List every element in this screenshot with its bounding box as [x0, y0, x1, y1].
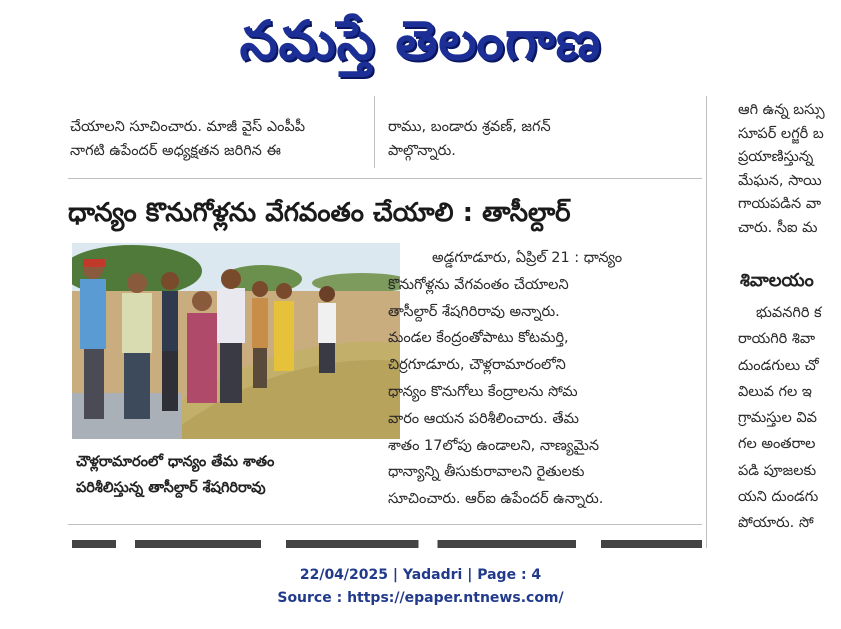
text-line: అడ్డగూడూరు, ఏప్రిల్ 21 : ధాన్యం [432, 250, 623, 266]
text-line: భువనగిరి క [756, 305, 822, 321]
right-subhead: శివాలయం [740, 270, 814, 291]
section-divider-bottom [68, 524, 702, 525]
caption-line: చౌళ్లరామారంలో ధాన్యం తేమ శాతం [76, 454, 275, 470]
caption-line: పరిశీలిస్తున్న తాసీల్దార్ శేషగిరిరావు [76, 480, 266, 496]
text-line: రాము, బండారు శ్రవణ్, జగన్ [388, 119, 551, 135]
article-body [388, 245, 678, 513]
text-line: పోయారు. సో [738, 515, 814, 532]
text-line: నాగటి ఉపేందర్ అధ్యక్షతన జరిగిన ఈ [70, 143, 281, 159]
right-column-bottom [738, 300, 841, 537]
text-line: ఆగి ఉన్న బస్సు [738, 102, 825, 118]
text-line: రాయగిరి శివా [738, 331, 816, 348]
text-line: పాల్గొన్నారు. [388, 143, 456, 159]
text-line: వారం ఆయన పరిశీలించారు. తేమ [388, 410, 579, 427]
text-line: గ్రామస్తుల వివ [738, 410, 817, 427]
text-line: శాతం 17లోపు ఉండాలని, నాణ్యమైన [388, 437, 600, 454]
text-line: మండల కేంద్రంతోపాటు కోటమర్తి, [388, 330, 569, 347]
footer-source-line: Source : https://epaper.ntnews.com/ [277, 590, 564, 606]
column-divider [374, 96, 375, 168]
middle-top-column [388, 115, 678, 163]
text-line: తాసీల్దార్ శేషగిరిరావు అన్నారు. [388, 303, 560, 320]
text-line: విలువ గల ఇ [738, 383, 812, 400]
article-photo [72, 243, 400, 439]
text-line: గాయపడిన వా [738, 196, 822, 212]
column-divider-right [706, 96, 707, 548]
section-divider [68, 178, 702, 179]
text-line: ధాన్యం కొనుగోలు కేంద్రాలను సోమ [388, 383, 578, 400]
text-line: ధాన్యాన్ని తీసుకురావాలని రైతులకు [388, 464, 585, 481]
masthead-title: నమస్తే తెలంగాణ [239, 9, 602, 72]
left-top-column [70, 115, 362, 163]
footer-date-line: 22/04/2025 | Yadadri | Page : 4 [299, 567, 542, 583]
text-line: చిర్రగూడూరు, చౌళ్లరామారంలోని [388, 357, 566, 374]
photo-caption [76, 449, 396, 501]
text-line: సూపర్ లగ్జరీ బ [738, 125, 824, 142]
text-line: చారు. సీఐ మ [738, 219, 818, 236]
text-line: చేయాలని సూచించారు. మాజీ వైస్ ఎంపీపీ [70, 119, 306, 135]
text-line: దుండగులు చో [738, 357, 819, 374]
cut-text-left [72, 95, 362, 111]
right-column-top [738, 99, 841, 240]
masthead [0, 0, 841, 92]
text-line: సూచించారు. ఆర్ఐ ఉపేందర్ ఉన్నారు. [388, 491, 604, 508]
text-line: యని దుండగు [738, 489, 819, 506]
text-line: పడి పూజలకు [738, 462, 817, 479]
text-line: మేఘన, సాయి [738, 172, 822, 189]
text-line: కొనుగోళ్లను వేగవంతం చేయాలని [388, 276, 569, 293]
cut-headline-bottom [72, 540, 702, 548]
text-line: ప్రయాణిస్తున్న [738, 149, 814, 165]
text-line: గల అంతరాల [738, 436, 816, 453]
farmers-grain-photo [72, 243, 400, 439]
article-headline: ధాన్యం కొనుగోళ్లను వేగవంతం చేయాలి : తాసీల్దార్ [68, 198, 571, 228]
